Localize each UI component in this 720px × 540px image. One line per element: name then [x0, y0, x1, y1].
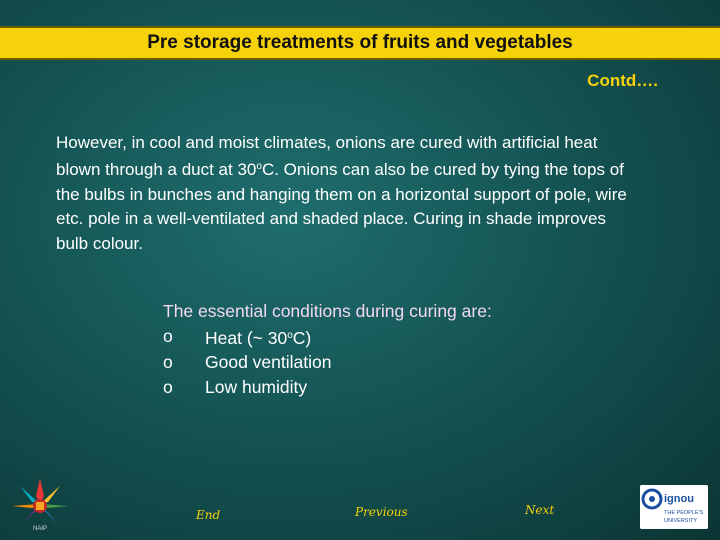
- title-bar: [0, 26, 720, 60]
- list-item: [163, 375, 583, 400]
- list-item: [163, 324, 583, 351]
- degree-superscript: o: [256, 161, 262, 173]
- condition-text-a: Heat (~ 30: [205, 327, 288, 348]
- bullet-icon: o: [163, 352, 173, 372]
- bullet-icon: o: [163, 325, 173, 346]
- contd-label: Contd….: [587, 71, 658, 90]
- list-item: [163, 350, 583, 375]
- condition-text: Low humidity: [205, 376, 308, 397]
- naip-logo: [10, 476, 70, 532]
- body-paragraph: [56, 131, 636, 256]
- slide-title: Pre storage treatments of fruits and vegetables: [147, 32, 573, 53]
- degree-superscript: o: [287, 329, 293, 341]
- previous-link[interactable]: Previous: [355, 505, 408, 519]
- ignou-tagline-1: THE PEOPLE'S: [664, 510, 704, 516]
- end-link[interactable]: End: [196, 508, 221, 522]
- conditions-heading: The essential conditions during curing are:: [163, 301, 492, 321]
- condition-text: Good ventilation: [205, 352, 332, 372]
- ignou-tagline-2: UNIVERSITY: [664, 518, 698, 524]
- conditions-list: [163, 299, 583, 399]
- condition-text-b: C): [292, 327, 312, 348]
- ignou-name: ignou: [664, 493, 694, 505]
- paragraph-text-a: However, in cool and moist climates, onions are cured with artificial heat blown through a duct at 30: [56, 133, 598, 180]
- naip-caption: NAIP: [32, 526, 48, 532]
- bullet-icon: o: [163, 376, 173, 397]
- paragraph-text-b: C. Onions can also be cured by tying the tops of the bulbs in bunches and hanging them on a horizontal support of pole, wire etc. pole in a well-ventilated and shaded place. Curing in shade improves bulb colour.: [56, 160, 627, 253]
- ignou-logo: [640, 485, 708, 529]
- next-link[interactable]: Next: [525, 503, 555, 517]
